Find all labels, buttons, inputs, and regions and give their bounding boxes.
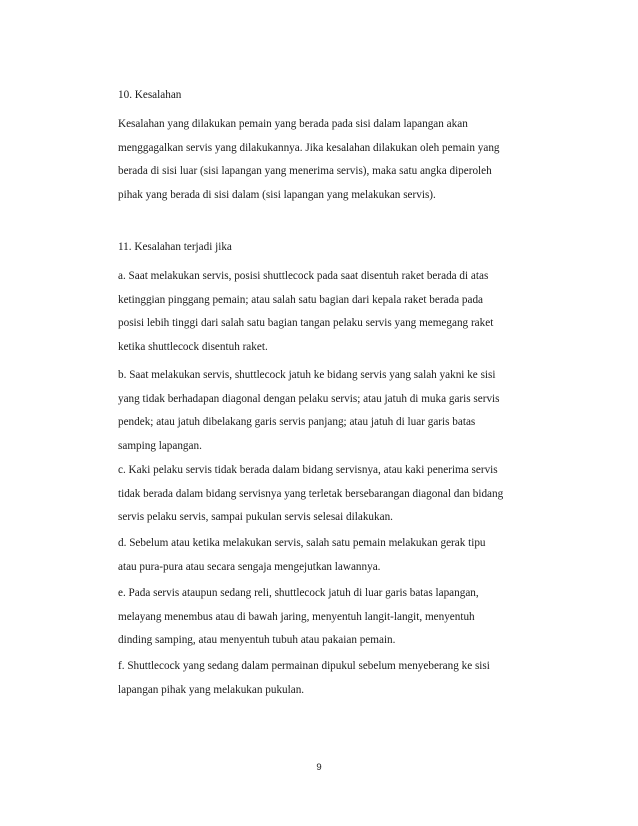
paragraph-line: dinding samping, atau menyentuh tubuh atau pakaian pemain. [118, 634, 396, 646]
paragraph-line: lapangan pihak yang melakukan pukulan. [118, 683, 305, 696]
list-item-c [118, 459, 550, 530]
paragraph-line: a. Saat melakukan servis, posisi shuttlecock pada saat disentuh raket berada di atas [118, 270, 489, 282]
paragraph-line: yang tidak berhadapan diagonal dengan pelaku servis; atau jatuh di muka garis servis [118, 392, 500, 405]
paragraph-line: c. Kaki pelaku servis tidak berada dalam bidang servisnya, atau kaki penerima servis [118, 464, 498, 476]
paragraph-line: d. Sebelum atau ketika melakukan servis, salah satu pemain melakukan gerak tipu [118, 537, 486, 549]
section-10-heading: 10. Kesalahan [118, 89, 182, 101]
list-item-f [118, 655, 550, 702]
paragraph-line: tidak berada dalam bidang servisnya yang terletak bersebarangan diagonal dan bidang [118, 487, 504, 500]
section-10-paragraph [118, 113, 550, 207]
paragraph-line: ketika shuttlecock disentuh raket. [118, 340, 268, 353]
paragraph-line: e. Pada servis ataupun sedang reli, shuttlecock jatuh di luar garis batas lapangan, [118, 587, 479, 599]
paragraph-line: menggagalkan servis yang dilakukannya. Jika kesalahan dilakukan oleh pemain yang [118, 141, 500, 154]
paragraph-line: pihak yang berada di sisi dalam (sisi lapangan yang melakukan servis). [118, 188, 436, 201]
paragraph-line: atau pura-pura atau secara sengaja mengejutkan lawannya. [118, 560, 381, 573]
list-item-e [118, 582, 550, 653]
paragraph-line: Kesalahan yang dilakukan pemain yang berada pada sisi dalam lapangan akan [118, 118, 468, 130]
paragraph-line: posisi lebih tinggi dari salah satu bagian tangan pelaku servis yang memegang raket [118, 317, 494, 329]
list-item-b [118, 364, 550, 458]
paragraph-line: b. Saat melakukan servis, shuttlecock jatuh ke bidang servis yang salah yakni ke sisi [118, 369, 496, 381]
paragraph-line: berada di sisi luar (sisi lapangan yang menerima servis), maka satu angka diperoleh [118, 165, 492, 177]
paragraph-line: f. Shuttlecock yang sedang dalam permainan dipukul sebelum menyeberang ke sisi [118, 660, 490, 672]
paragraph-line: ketinggian pinggang pemain; atau salah satu bagian dari kepala raket berada pada [118, 293, 483, 306]
section-11-heading: 11. Kesalahan terjadi jika [118, 241, 232, 253]
list-item-a [118, 265, 550, 359]
paragraph-line: melayang menembus atau di bawah jaring, menyentuh langit-langit, menyentuh [118, 610, 475, 623]
list-item-d [118, 532, 550, 579]
page-number: 9 [316, 762, 322, 773]
paragraph-line: servis pelaku servis, sampai pukulan servis selesai dilakukan. [118, 511, 393, 523]
paragraph-line: samping lapangan. [118, 439, 202, 452]
paragraph-line: pendek; atau jatuh dibelakang garis servis panjang; atau jatuh di luar garis batas [118, 416, 476, 428]
